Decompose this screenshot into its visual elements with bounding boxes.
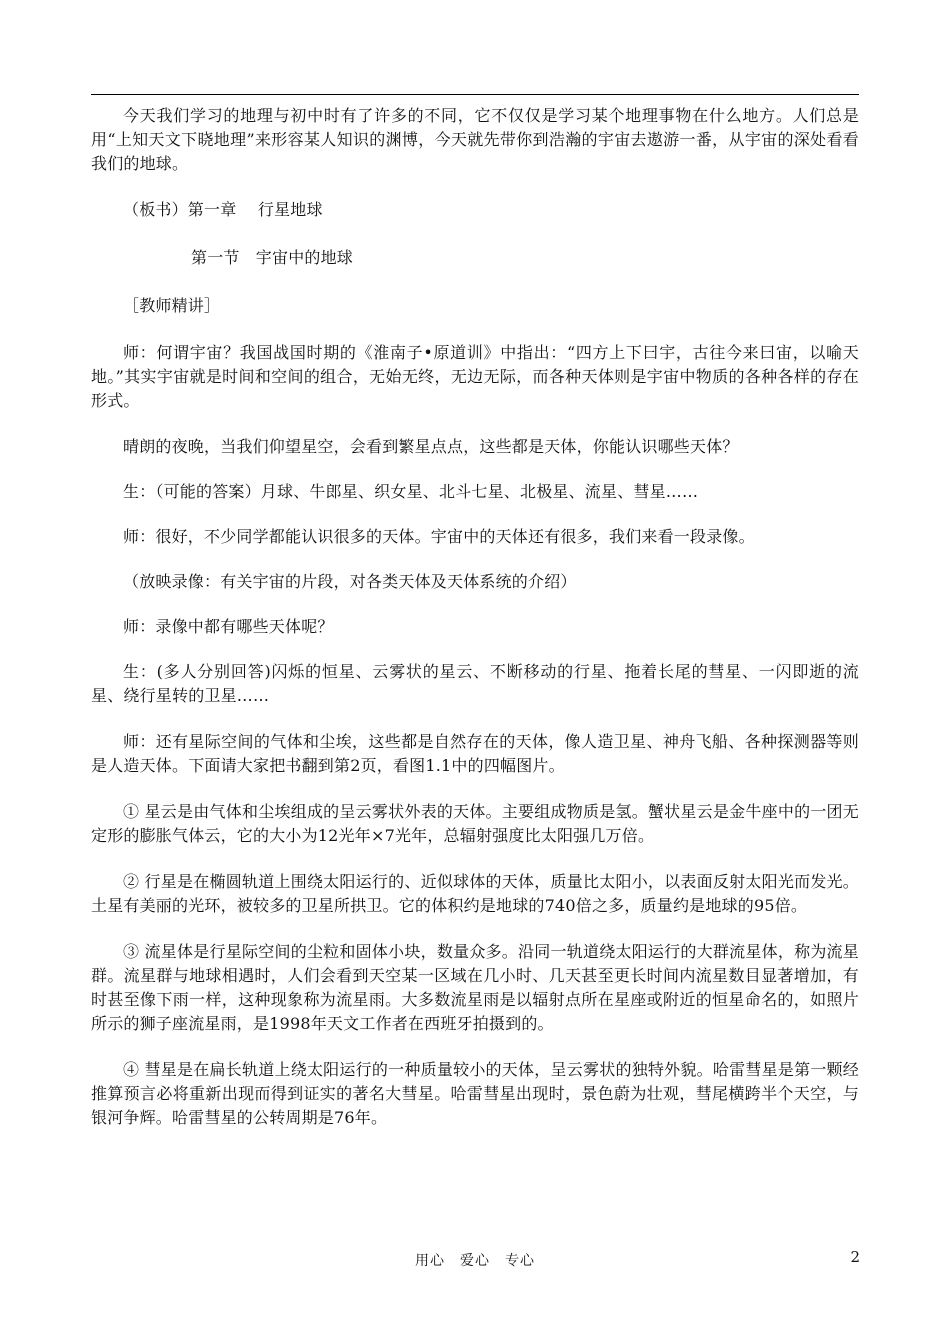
paragraph-night-sky: 晴朗的夜晚，当我们仰望星空，会看到繁星点点，这些都是天体，你能认识哪些天体？ [123, 437, 739, 456]
paragraph-planet: ② 行星是在椭圆轨道上围绕太阳运行的、近似球体的天体，质量比太阳小，以表面反射太阳光而发光。土星有美丽的光环，被较多的卫星所拱卫。它的体积约是地球的740倍之多，质量约是地球的95倍。 [91, 872, 859, 915]
document-body [91, 104, 859, 1130]
header-rule [91, 94, 859, 95]
page-number: 2 [850, 1248, 860, 1266]
chapter-heading: （板书）第一章 行星地球 [123, 200, 323, 219]
paragraph-student-answer: 生：（可能的答案）月球、牛郎星、织女星、北斗七星、北极星、流星、彗星…… [123, 482, 699, 501]
paragraph-teacher-question: 师：录像中都有哪些天体呢？ [123, 617, 334, 636]
paragraph-students-answers: 生：(多人分别回答)闪烁的恒星、云雾状的星云、不断移动的行星、拖着长尾的彗星、一闪即逝的流星、绕行星转的卫星…… [91, 662, 859, 705]
paragraph-intro: 今天我们学习的地理与初中时有了许多的不同，它不仅仅是学习某个地理事物在什么地方。人们总是用“上知天文下晓地理”来形容某人知识的渊博，今天就先带你到浩瀚的宇宙去遨游一番，从宇宙的深处看看我们的地球。 [91, 106, 859, 173]
section-heading: 第一节 宇宙中的地球 [191, 248, 354, 267]
paragraph-universe-definition: 师：何谓宇宙？我国战国时期的《淮南子•原道训》中指出：“四方上下曰宇，古往今来曰宙，以喻天地。”其实宇宙就是时间和空间的组合，无始无终，无边无际，而各种天体则是宇宙中物质的各种各样的存在形式。 [91, 343, 859, 410]
paragraph-nebula: ① 星云是由气体和尘埃组成的呈云雾状外表的天体。主要组成物质是氢。蟹状星云是金牛座中的一团无定形的膨胀气体云，它的大小为12光年×7光年，总辐射强度比太阳强几万倍。 [91, 802, 859, 845]
paragraph-comet: ④ 彗星是在扁长轨道上绕太阳运行的一种质量较小的天体，呈云雾状的独特外貌。哈雷彗星是第一颗经推算预言必将重新出现而得到证实的著名大彗星。哈雷彗星出现时，景色蔚为壮观，彗尾横跨半个天空，与银河争辉。哈雷彗星的公转周期是76年。 [91, 1060, 859, 1127]
paragraph-artificial-bodies: 师：还有星际空间的气体和尘埃，这些都是自然存在的天体，像人造卫星、神舟飞船、各种探测器等则是人造天体。下面请大家把书翻到第2页，看图1.1中的四幅图片。 [91, 732, 859, 775]
paragraph-video-note: （放映录像：有关宇宙的片段，对各类天体及天体系统的介绍） [123, 572, 577, 591]
paragraph-teacher-response: 师：很好，不少同学都能认识很多的天体。宇宙中的天体还有很多，我们来看一段录像。 [123, 527, 755, 546]
teacher-lecture-label: ［教师精讲］ [123, 296, 221, 315]
paragraph-meteor: ③ 流星体是行星际空间的尘粒和固体小块，数量众多。沿同一轨道绕太阳运行的大群流星体，称为流星群。流星群与地球相遇时，人们会看到天空某一区域在几小时、几天甚至更长时间内流星数目显著增加，有时甚至像下雨一样，这种现象称为流星雨。大多数流星雨是以辐射点所在星座或附近的恒星命名的，如照片所示的狮子座流星雨，是1998年天文工作者在西班牙拍摄到的。 [91, 942, 859, 1033]
footer-motto: 用心 爱心 专心 [415, 1253, 535, 1269]
